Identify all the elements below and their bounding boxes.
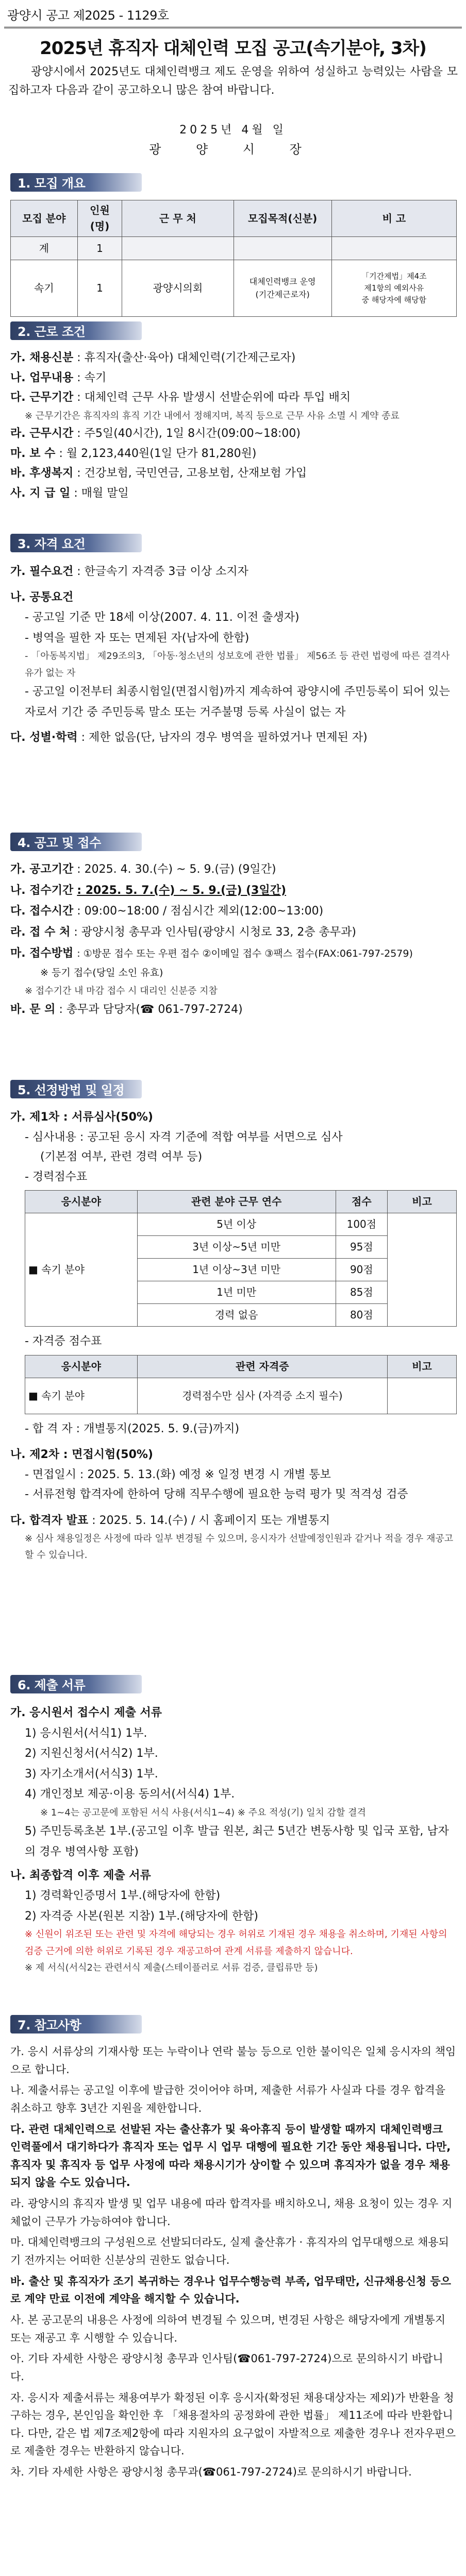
- notice-date: 2025년 4월 일: [179, 124, 287, 137]
- section-heading-qualifications: 3. 자격 요건: [10, 531, 165, 553]
- announcement-number: 광양시 공고 제2025 - 1129호: [7, 8, 169, 23]
- overview-total-row: 계 1: [11, 237, 457, 260]
- overview-header: 근 무 처: [122, 200, 234, 237]
- list-item: 가. 응시 서류상의 기재사항 또는 누락이나 연락 불능 등으로 인한 불이익은 일체 응시자의 책임으로 합니다.: [10, 2045, 456, 2076]
- list-item: 1) 경력확인증명서 1부.(해당자에 한함): [25, 1889, 221, 1903]
- list-item: 5) 주민등록초본 1부.(공고일 이후 발급 원본, 최근 5년간 변동사항 및 입국 포함, 남자의 경우 병역사항 포함): [25, 1825, 449, 1858]
- list-item: 1) 응시원서(서식1) 1부.: [25, 1726, 147, 1740]
- documents-block: 가. 응시원서 접수시 제출 서류 1) 응시원서(서식1) 1부. 2) 지원신청서(서식2) 1부. 3) 자기소개서(서식3) 1부. 4) 개인정보 제공·이용 동의서(서식4) 1부. ※ 1~4는 공고문에 포함된 서식 사용(서식1~4) ※ 주요 적성(기) 일치 감할 결격 5) 주민등록초본 1부.(공고일 이후 발급 원본, 최근 5년간 변동사항 및 입국 포함, 남자의 경우 병역사항 포함) 나. 최종합격 이후 제출 서류 1) 경력확인증명서 1부.(해당자에 한함) 2) 자격증 사본(원본 지참) 1부.(해당자에 한함) ※ 신원이 위조된 또는 관련 및 자격에 해당되는 경우 허위로 기재된 경우 채용을 취소하며, 기재된 사항의 검증 근거에 의한 허위로 기록된 경우 재공고하여 관계 서류를 제출하지 않습니다. ※ 제 서식(서식2는 관련서식 제출(스테이플러로 서류 검증, 클립류만 등): [10, 1703, 457, 1977]
- qualifications-block: 가. 필수요건 : 한글속기 자격증 3급 이상 소지자 나. 공통요건 - 공고일 기준 만 18세 이상(2007. 4. 11. 이전 출생자) - 병역을 필한 자 또는 면제된 자(남자에 한함) - 「아동복지법」 제29조의3, 「아동·청소년의 성보호에 관한 법률」 제56조 등 관련 법령에 따른 결격사유가 없는 자 - 공고일 이전부터 최종시험일(면접시험)까지 계속하여 광양시에 주민등록이 되어 있는 자로서 기간 중 주민등록 말소 또는 거주불명 등록 사실이 없는 자 다. 성별·학력 : 제한 없음(단, 남자의 경우 병역을 필하였거나 면제된 자): [10, 565, 450, 744]
- notice-signer: 광 양 시 장: [149, 142, 317, 157]
- list-item: 차. 기타 자세한 사항은 광양시청 총무과(☎061-797-2724)로 문의하시기 바랍니다.: [10, 2466, 412, 2479]
- list-item: 바. 출산 및 휴직자가 조기 복귀하는 경우나 업무수행능력 부족, 업무태만, 신규채용신청 등으로 계약 만료 이전에 계약을 해지할 수 있습니다.: [10, 2275, 451, 2306]
- table-row: 1년 이상~3년 미만 90점: [25, 1259, 457, 1281]
- overview-header: 모집 분야: [11, 200, 78, 237]
- overview-row: 속기 1 광양시의회 대체인력뱅크 운영 (기간제근로자) 「기간제법」제4조 제1항의 예외사유 중 해당자에 해당함: [11, 260, 457, 317]
- list-item: 3) 자기소개서(서식3) 1부.: [25, 1767, 158, 1781]
- section-heading-notes: 7. 참고사항: [10, 2012, 165, 2035]
- selection-block: 가. 제1차 : 서류심사(50%) - 심사내용 : 공고된 응시 자격 기준에 적합 여부를 서면으로 심사 (기본점 여부, 관련 경력 여부 등) - 경력점수표 응시분야 관련 분야 근무 연수 점수 비고 ■ 속기 분야 5년 이상 100점 3년 이상~5년 미만 95점 1년 이상~3년 미만 90점 1년 미만 85점 경력 없음 80점 - 자격증 점수표 응시분야 관련 자격증 비고 ■ 속기 분야 경력점수만 심사 (자격증 소지 필수) - 합 격 자 : 개별통지(2025. 5. 9.(금)까지) 나. 제2차 : 면접시험(50%) - 면접일시 : 2025. 5. 13.(화) 예정 ※ 일정 변경 시 개별 통보 - 서류전형 합격자에 한하여 당해 직무수행에 필요한 능력 평가 및 적격성 검증 다. 합격자 발표 : 2025. 5. 14.(수) / 시 홈페이지 또는 개별통지 ※ 심사 채용일정은 사정에 따라 일부 변경될 수 있으며, 응시자가 선발예정인원과 같거나 적을 경우 재공고할 수 있습니다.: [10, 1108, 457, 1563]
- notes-block: [10, 2043, 457, 2484]
- section-heading-conditions: 2. 근로 조건: [10, 318, 165, 341]
- list-item: 4) 개인정보 제공·이용 동의서(서식4) 1부.: [25, 1788, 235, 1801]
- table-row: 경력 없음 80점: [25, 1304, 457, 1327]
- list-item: 나. 제출서류는 공고일 이후에 발급한 것이어야 하며, 제출한 서류가 사실과 다를 경우 합격을 취소하고 향후 3년간 지원을 제한합니다.: [10, 2084, 446, 2114]
- section-heading-documents: 6. 제출 서류: [10, 1672, 165, 1694]
- header-divider: [4, 27, 462, 28]
- list-item: 마. 대체인력뱅크의 구성원으로 선발되더라도, 실제 출산휴가 · 휴직자의 업무대행으로 채용되기 전까지는 어떠한 신분상의 권한도 없습니다.: [10, 2236, 449, 2267]
- conditions-block: 가. 채용신분 : 휴직자(출산·육아) 대체인력(기간제근로자) 나. 업무내용 : 속기 다. 근무기간 : 대체인력 근무 사유 발생시 선발순위에 따라 투입 배치 ※ 근무기간은 휴직자의 휴직 기간 내에서 정해지며, 복직 등으로 근무 사유 소멸 시 계약 종료 라. 근무시간 : 주5일(40시간), 1일 8시간(09:00~18:00) 마. 보 수 : 월 2,123,440원(1일 단가 81,280원) 바. 후생복지 : 건강보험, 국민연금, 고용보험, 산재보험 가입 사. 지 급 일 : 매월 말일: [10, 351, 400, 500]
- list-item: 라. 광양시의 휴직자 발생 및 업무 내용에 따라 합격자를 배치하오니, 채용 요청이 있는 경우 지체없이 근무가 가능하여야 합니다.: [10, 2197, 453, 2228]
- intro-paragraph: 광양시에서 2025년도 대체인력뱅크 제도 운영을 위하여 성실하고 능력있는 사람을 모집하고자 다음과 같이 공고하오니 많은 참여 바랍니다.: [8, 65, 458, 97]
- career-score-table: 응시분야 관련 분야 근무 연수 점수 비고 ■ 속기 분야 5년 이상 100점 3년 이상~5년 미만 95점 1년 이상~3년 미만 90점 1년 미만 85점 경력 없음 80점: [25, 1190, 457, 1327]
- application-block: 가. 공고기간 : 2025. 4. 30.(수) ~ 5. 9.(금) (9일간) 나. 접수기간 : 2025. 5. 7.(수) ~ 5. 9.(금) (3일간) 다. 접수시간 : 09:00~18:00 / 점심시간 제외(12:00~13:00) 라. 접 수 처 : 광양시청 총무과 인사팀(광양시 시청로 33, 2층 총무과) 마. 접수방법 : ①방문 접수 또는 우편 접수 ②이메일 접수 ③팩스 접수(FAX:061-797-2579) ※ 등기 접수(당일 소인 유효) ※ 접수기간 내 마감 접수 시 대리인 신분증 지참 바. 문 의 : 총무과 담당자(☎ 061-797-2724): [10, 863, 413, 1016]
- list-item: 2) 지원신청서(서식2) 1부.: [25, 1747, 158, 1760]
- overview-header: 비 고: [331, 200, 456, 237]
- page-title: 2025년 휴직자 대체인력 모집 공고(속기분야, 3차): [40, 38, 426, 59]
- overview-header: 인원(명): [77, 200, 122, 237]
- certificate-score-table: 응시분야 관련 자격증 비고 ■ 속기 분야 경력점수만 심사 (자격증 소지 필수): [25, 1355, 457, 1414]
- list-item: 자. 응시자 제출서류는 채용여부가 확정된 이후 응시자(확정된 채용대상자는 제외)가 반환을 청구하는 경우, 본인임을 확인한 후 「채용절차의 공정화에 관한 법률」 제11조에 따라 반환합니다. 다만, 같은 법 제7조제2항에 따라 지원자의 요구없이 자발적으로 제출한 경우나 전자우편으로 제출한 경우는 반환하지 않습니다.: [10, 2391, 456, 2458]
- table-row: ■ 속기 분야 경력점수만 심사 (자격증 소지 필수): [25, 1378, 457, 1414]
- overview-table-block: [10, 200, 457, 317]
- section-heading-overview: 1. 모집 개요: [10, 170, 165, 193]
- table-row: ■ 속기 분야 5년 이상 100점: [25, 1213, 457, 1236]
- list-item: 사. 본 공고문의 내용은 사정에 의하여 변경될 수 있으며, 변경된 사항은 해당자에게 개별통지 또는 재공고 후 시행할 수 있습니다.: [10, 2313, 446, 2344]
- table-row: 1년 미만 85점: [25, 1281, 457, 1304]
- table-row: 3년 이상~5년 미만 95점: [25, 1236, 457, 1259]
- overview-table: [10, 200, 457, 317]
- list-item: 2) 자격증 사본(원본 지참) 1부.(해당자에 한함): [25, 1909, 258, 1923]
- section-heading-application: 4. 공고 및 접수: [10, 829, 165, 852]
- list-item: 아. 기타 자세한 사항은 광양시청 총무과 인사팀(☎061-797-2724)으로 문의하시기 바랍니다.: [10, 2352, 443, 2383]
- overview-header: 모집목적(신분): [234, 200, 331, 237]
- section-heading-selection: 5. 선정방법 및 일정: [10, 1077, 165, 1099]
- list-item: 다. 관련 대체인력으로 선발된 자는 출산휴가 및 육아휴직 등이 발생할 때까지 대체인력뱅크 인력풀에서 대기하다가 휴직자 또는 업무 시 업무 대행에 필요한 기간 동안 채용됩니다. 다만, 휴직자 및 휴직자 등 업무 사정에 따라 채용시기가 상이할 수 있으며 휴직자가 없을 경우 채용되지 않을 수도 있습니다.: [10, 2123, 451, 2189]
